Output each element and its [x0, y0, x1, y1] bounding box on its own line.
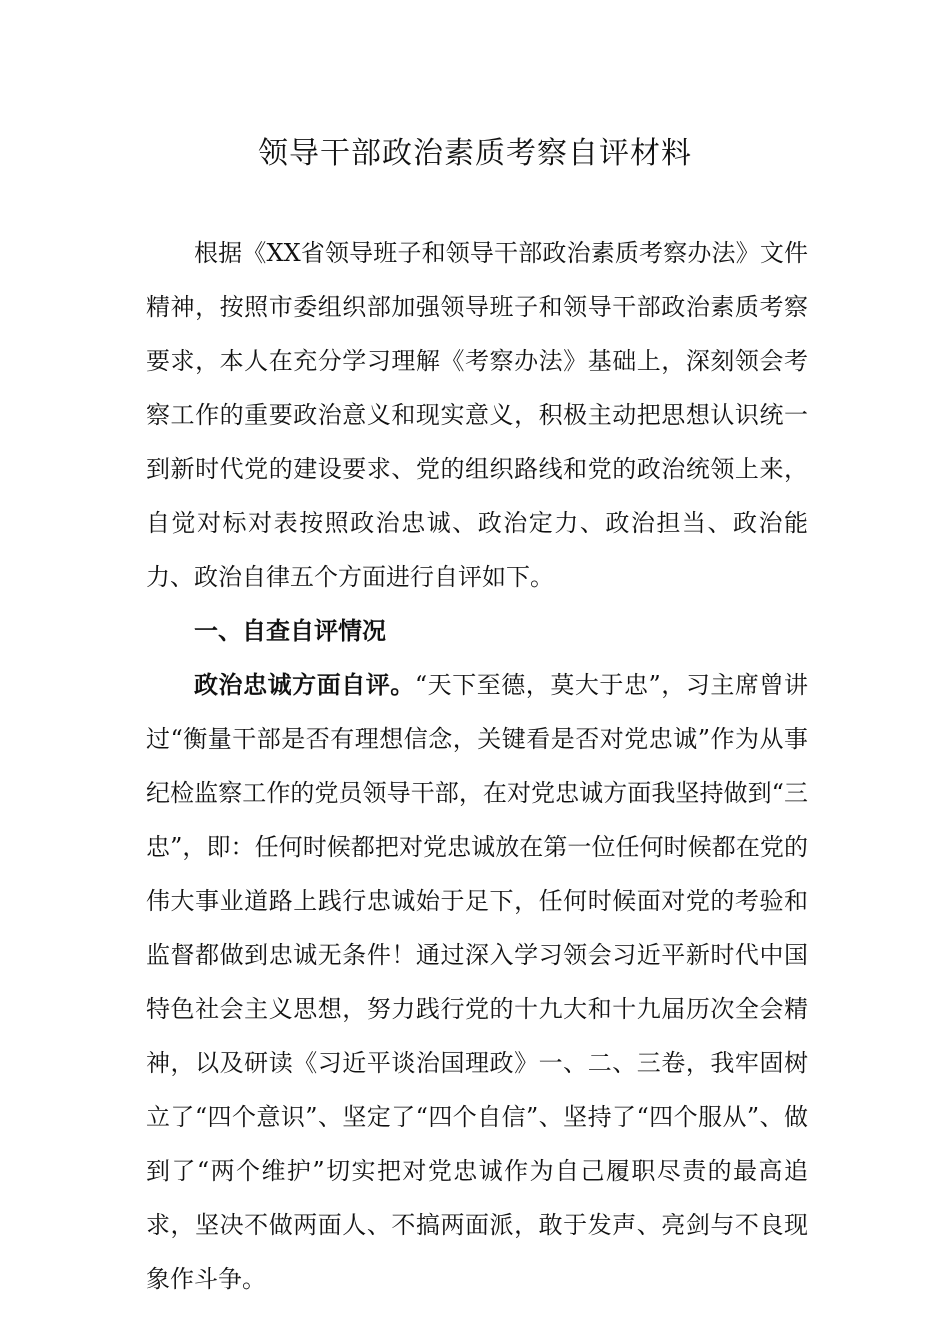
- paragraph-body: “天下至德，莫大于忠”，习主席曾讲过“衡量干部是否有理想信念，关键看是否对党忠诚”作为从事纪检监察工作的党员领导干部，在对党忠诚方面我坚持做到“三忠”，即：任何时候都把对党忠诚放在第一位任何时候都在党的伟大事业道路上践行忠诚始于足下，任何时候面对党的考验和监督都做到忠诚无条件！通过深入学习领会习近平新时代中国特色社会主义思想，努力践行党的十九大和十九届历次全会精神，以及研读《习近平谈治国理政》一、二、三卷，我牢固树立了“四个意识”、坚定了“四个自信”、坚持了“四个服从”、做到了“两个维护”切实把对党忠诚作为自己履职尽责的最高追求，坚决不做两面人、不搞两面派，敢于发声、亮剑与不良现象作斗争。: [146, 671, 808, 1293]
- paragraph-lead: 政治忠诚方面自评。: [194, 671, 415, 699]
- section-heading: 一、自查自评情况: [194, 617, 386, 645]
- document-title: 领导干部政治素质考察自评材料: [258, 136, 692, 171]
- intro-paragraph: 根据《XX省领导班子和领导干部政治素质考察办法》文件精神，按照市委组织部加强领导班子和领导干部政治素质考察要求，本人在充分学习理解《考察办法》基础上，深刻领会考察工作的重要政治意义和现实意义，积极主动把思想认识统一到新时代党的建设要求、党的组织路线和党的政治统领上来，自觉对标对表按照政治忠诚、政治定力、政治担当、政治能力、政治自律五个方面进行自评如下。: [146, 239, 808, 591]
- document-body: [146, 226, 808, 1306]
- section-paragraph: [146, 658, 808, 1306]
